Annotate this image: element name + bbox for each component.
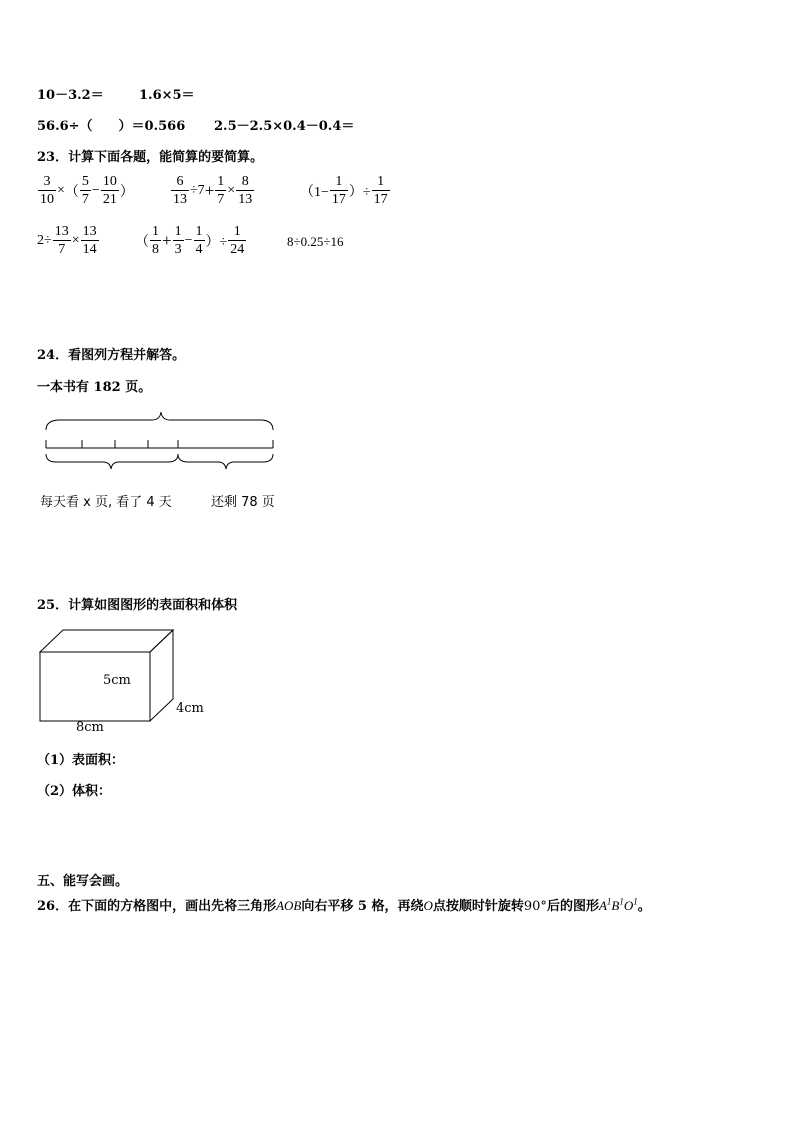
segment-diagram xyxy=(40,410,280,472)
cuboid-front xyxy=(40,652,150,721)
q25-answer-2: （2）体积： xyxy=(37,784,112,799)
q25-title: 25．计算如图图形的表面积和体积 xyxy=(37,598,238,613)
calc-4: 2.5－2.5×0.4－0.4＝ xyxy=(214,119,355,134)
q23-expr-1: $\frac{3}{10}$ ×（ $\frac{5}{7}$ − $\frac{10}{21}$ ） xyxy=(40,174,134,207)
calc-2: 1.6×5＝ xyxy=(139,88,195,103)
dim-depth: 4cm xyxy=(176,701,204,716)
q23-title: 23．计算下面各题，能简算的要简算。 xyxy=(37,150,264,165)
calc-1: 10－3.2＝ xyxy=(37,88,104,103)
q23-expr-2: $\frac{6}{13}$ ÷7+ $\frac{1}{7}$ × $\frac{8}{13}$ xyxy=(173,174,253,207)
bottom-right-brace xyxy=(178,454,273,469)
calc-3: 56.6÷（ ）＝0.566 xyxy=(37,119,186,134)
q26-text: 26．在下面的方格图中，画出先将三角形AOB向右平移 5 格，再绕O点按顺时针旋转90°后的图形$A^1B^1O^1$。 xyxy=(37,896,651,914)
q23-expr-3: （1− $\frac{1}{17}$ ）÷ $\frac{1}{17}$ xyxy=(300,174,388,207)
bottom-left-brace xyxy=(46,454,178,469)
q24-title: 24．看图列方程并解答。 xyxy=(37,348,186,363)
q23-expr-6: 8÷0.25÷16 xyxy=(287,234,344,249)
cuboid-side xyxy=(150,630,173,721)
q25-answer-1: （1）表面积： xyxy=(37,753,125,768)
label-read: 每天看 x 页, 看了 4 天 xyxy=(40,495,172,510)
label-remaining: 还剩 78 页 xyxy=(211,495,275,510)
section-5-heading: 五、能写会画。 xyxy=(37,874,129,889)
top-brace xyxy=(46,412,273,430)
q23-expr-5: （ $\frac{1}{8}$ + $\frac{1}{3}$ − $\frac{1}{4}$ ）÷ $\frac{1}{24}$ xyxy=(135,224,245,257)
dim-height: 5cm xyxy=(103,673,131,688)
q24-subtitle: 一本书有 182 页。 xyxy=(37,380,152,395)
dim-length: 8cm xyxy=(76,720,104,735)
q23-expr-4: 2÷ $\frac{13}{7}$ × $\frac{13}{14}$ xyxy=(37,224,97,257)
